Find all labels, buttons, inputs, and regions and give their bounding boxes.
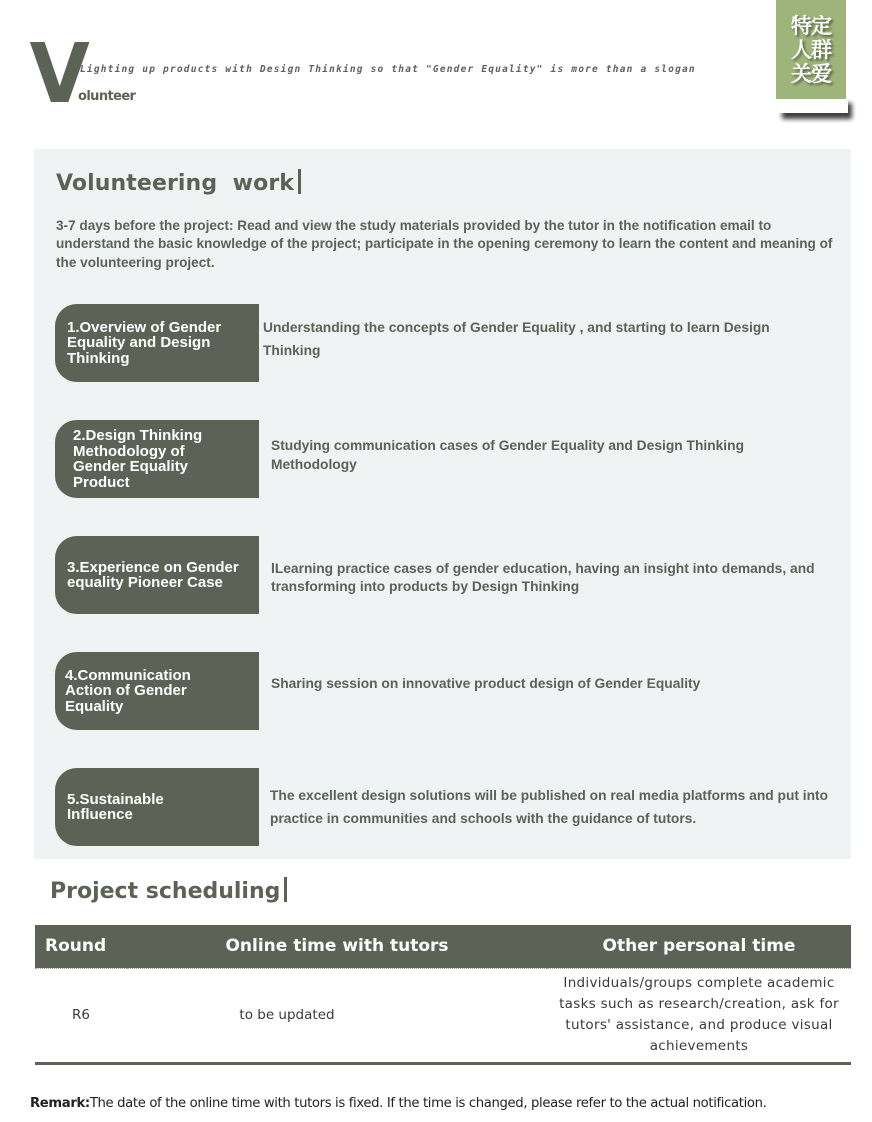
volunteering-work-heading — [56, 169, 301, 196]
category-badge — [776, 0, 849, 120]
table-header-row — [35, 925, 851, 968]
title-divider-bar — [284, 877, 287, 902]
table-row — [35, 968, 851, 1063]
remark-text: The date of the online time with tutors is fixed. If the time is changed, please refer to the actual notification. — [89, 1096, 767, 1111]
project-scheduling-heading — [50, 877, 287, 904]
cell-round: R6 — [35, 968, 127, 1063]
step-label: 5.Sustainable Influence — [67, 790, 164, 823]
step-card-4 — [55, 652, 259, 730]
step-description-2: Studying communication cases of Gender Equality and Design Thinking Methodology — [271, 438, 744, 472]
remark-label: Remark: — [30, 1096, 90, 1111]
volunteer-wordmark: olunteer — [78, 89, 136, 104]
schedule-table — [35, 925, 851, 1065]
step-card-1 — [55, 304, 259, 382]
badge-line-1: 特定 — [791, 13, 831, 38]
cell-personal-time: Individuals/groups complete academic tasks such as research/creation, ask for tutors' assistance, and produce visual achievements — [547, 968, 851, 1063]
step-description-1: Understanding the concepts of Gender Equality , and starting to learn Design Thinking — [263, 320, 770, 358]
step-label: 3.Experience on Gender equality Pioneer Case — [67, 558, 239, 591]
badge-line-3: 关爱 — [791, 61, 831, 86]
step-description-5: The excellent design solutions will be published on real media platforms and put into practice in communities and schools with the guidance of tutors. — [270, 788, 829, 826]
volunteering-intro: 3-7 days before the project: Read and view the study materials provided by the tutor in the notification email to understand the basic knowledge of the project; participate in the opening ceremony to learn the content and meaning of the volunteering project. — [56, 218, 833, 270]
column-header-personal-time: Other personal time — [547, 925, 851, 968]
volunteering-work-title: Volunteering work — [56, 171, 294, 196]
cell-online-time: to be updated — [127, 968, 547, 1063]
step-card-2 — [55, 420, 259, 498]
volunteering-work-panel — [34, 149, 851, 859]
badge-line-2: 人群 — [791, 37, 831, 62]
remark-note — [30, 1096, 766, 1111]
step-label: 4.Communication Action of Gender Equality — [65, 666, 191, 715]
step-description-3: lLearning practice cases of gender education, having an insight into demands, and transforming into products by Design Thinking — [271, 561, 815, 594]
tagline: Lighting up products with Design Thinking so that "Gender Equality" is more than a slogan — [80, 64, 696, 75]
title-divider-bar — [298, 169, 301, 194]
step-card-5 — [55, 768, 259, 846]
step-label: 1.Overview of Gender Equality and Design Thinking — [67, 318, 222, 367]
badge-shadow — [778, 97, 848, 113]
project-scheduling-title: Project scheduling — [50, 879, 281, 904]
step-label: 2.Design Thinking Methodology of Gender Equality Product — [73, 427, 203, 491]
column-header-round: Round — [35, 925, 127, 968]
column-header-online-time: Online time with tutors — [127, 925, 547, 968]
logo-letter-v: V — [29, 27, 88, 122]
step-card-3 — [55, 536, 259, 614]
step-description-4: Sharing session on innovative product design of Gender Equality — [271, 676, 701, 691]
badge-box — [776, 0, 846, 99]
